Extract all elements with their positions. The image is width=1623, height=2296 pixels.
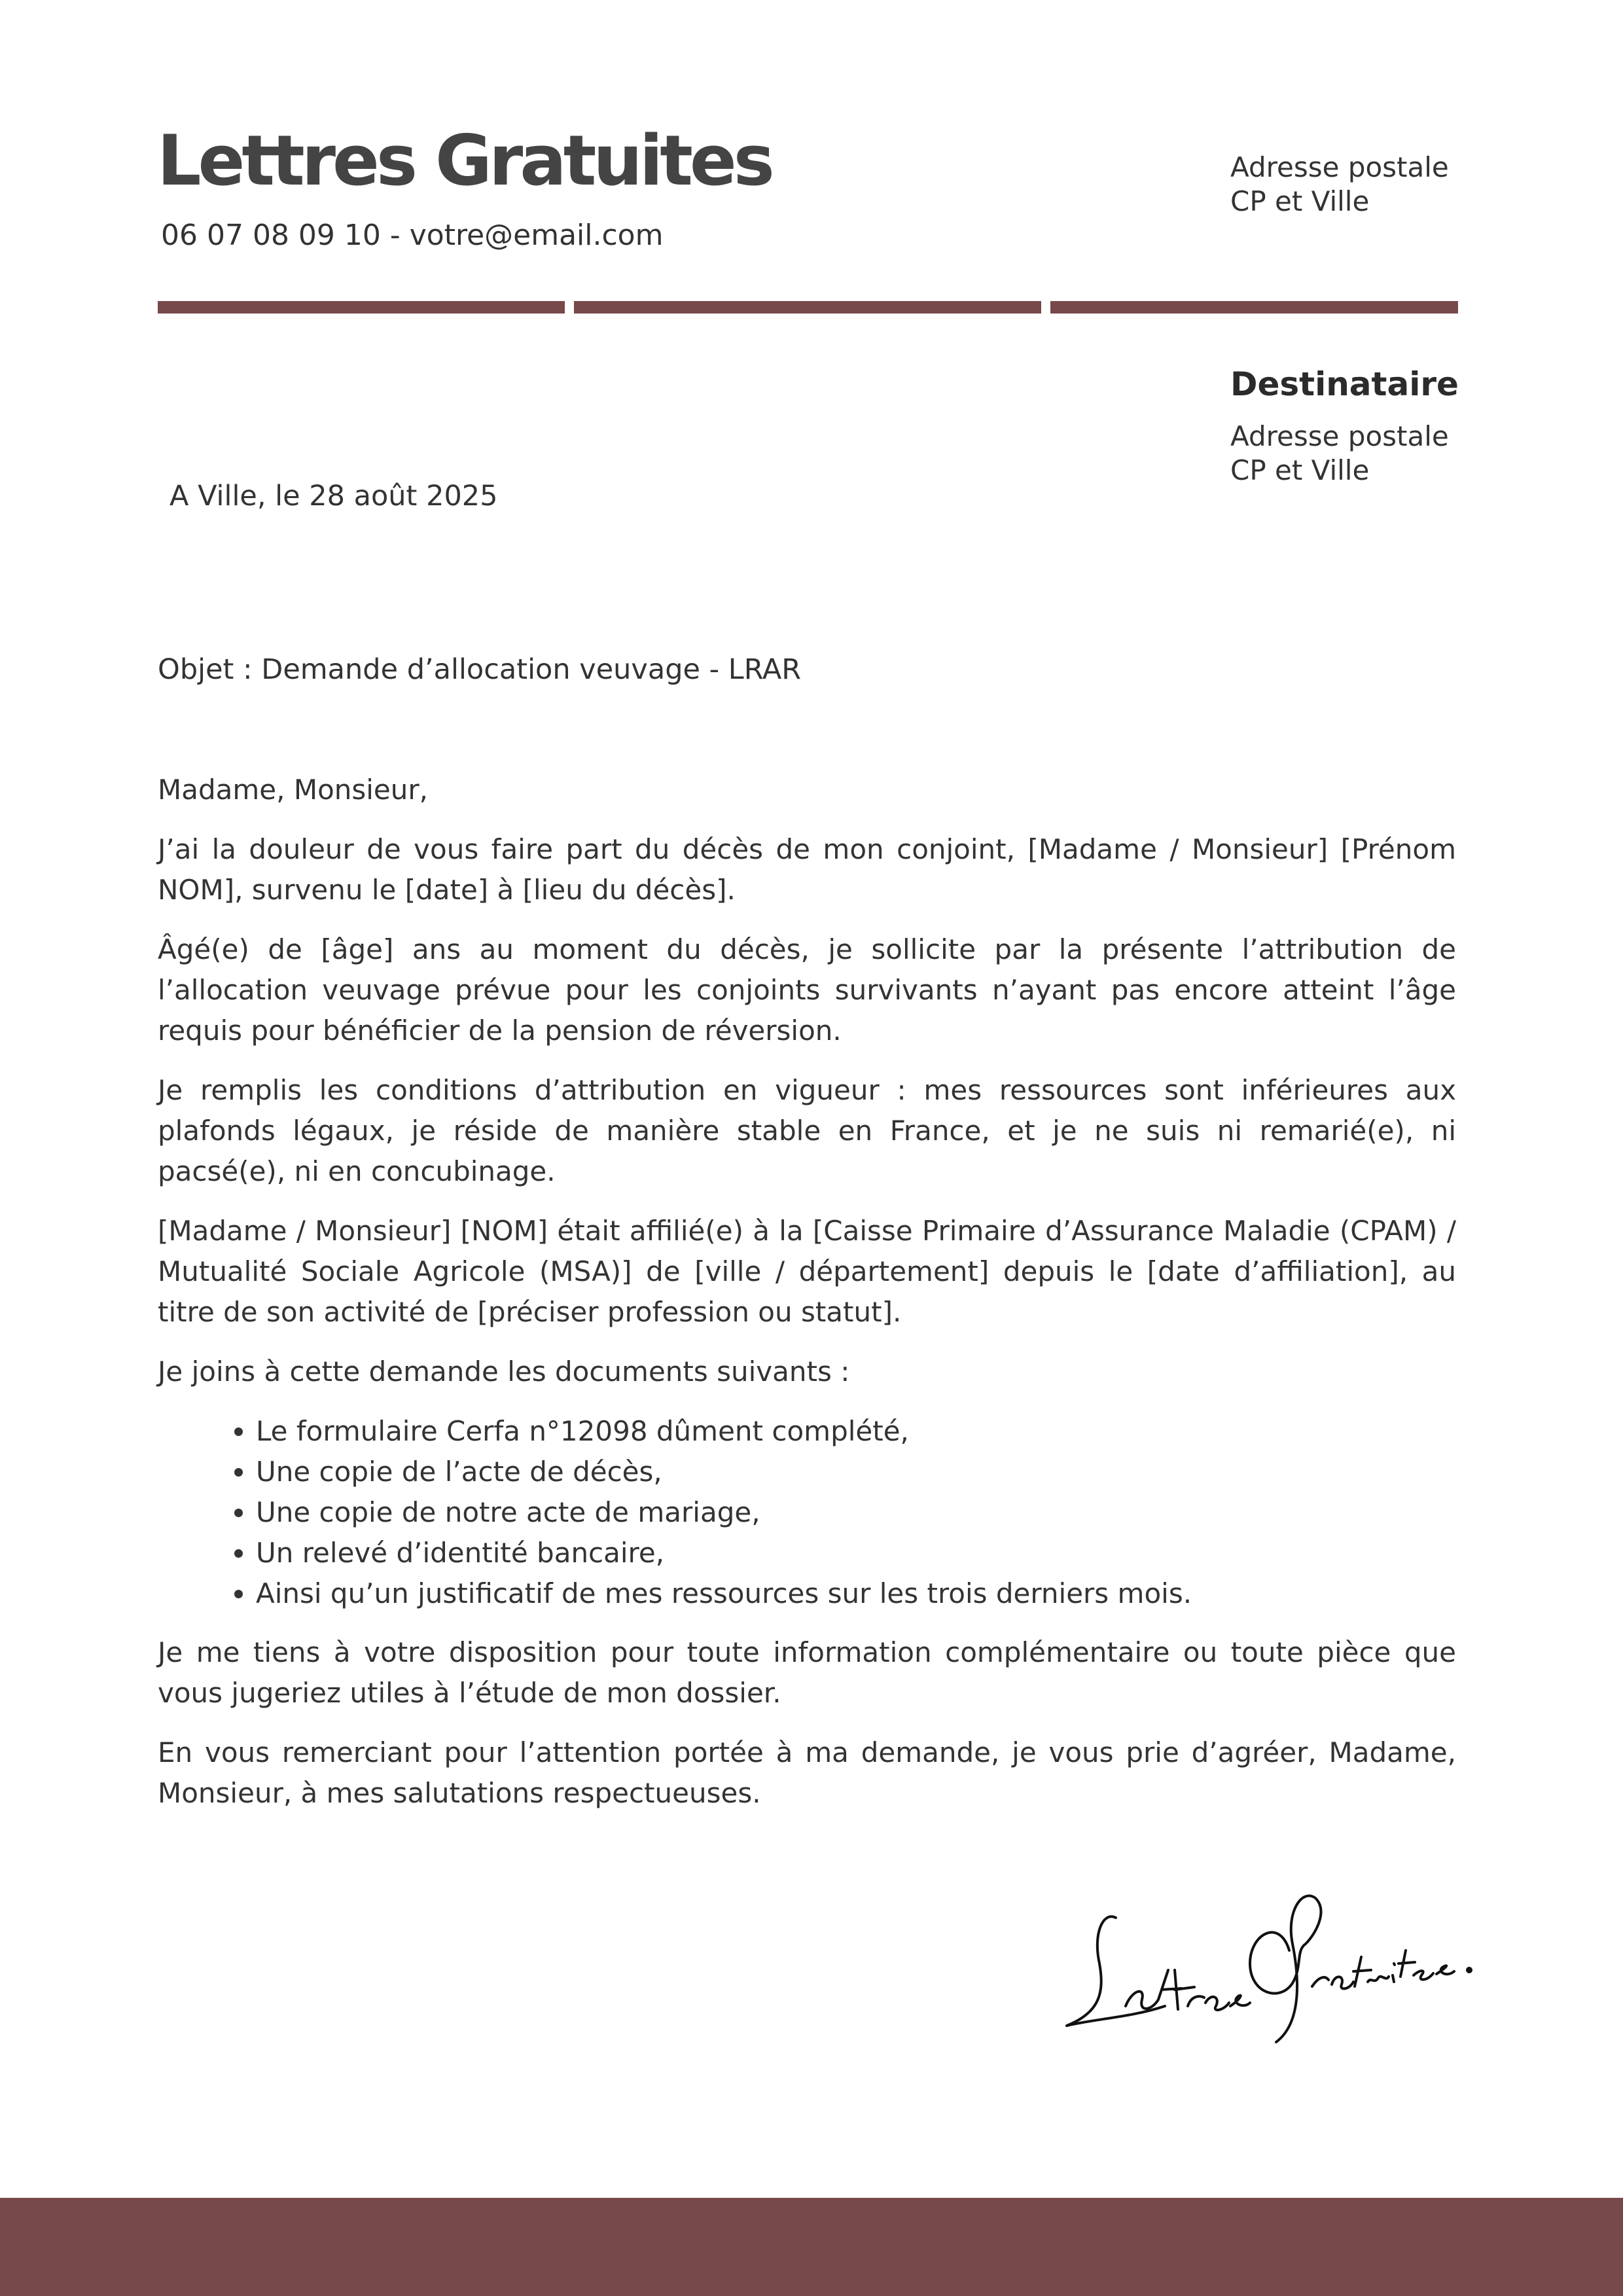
signature xyxy=(1054,1872,1479,2055)
paragraph-death-notice: J’ai la douleur de vous faire part du décès de mon conjoint, [Madame / Monsieur] [Prénom NOM], survenu le [date] à [lieu du décès]. xyxy=(158,833,1456,906)
letter-body xyxy=(158,770,1456,1833)
paragraph-request: Âgé(e) de [âge] ans au moment du décès, je sollicite par la présente l’attribution de l’allocation veuvage prévue pour les conjoints survivants n’ayant pas encore atteint l’âge requis pour bénéficier de la pension de réversion. xyxy=(158,933,1456,1047)
sender-address-line1: Adresse postale xyxy=(1230,151,1449,183)
date-line: A Ville, le 28 août 2025 xyxy=(169,480,498,512)
sender-address-line2: CP et Ville xyxy=(1230,185,1370,217)
paragraph-affiliation: [Madame / Monsieur] [NOM] était affilié(e) à la [Caisse Primaire d’Assurance Maladie (CPAM) / Mutualité Sociale Agricole (MSA)] de [ville / département] depuis le [date d’affiliation], au titre de son activité de [préciser profession ou statut]. xyxy=(158,1215,1456,1328)
list-item: • Le formulaire Cerfa n°12098 dûment complété, xyxy=(256,1411,1456,1452)
recipient-address-line1: Adresse postale xyxy=(1230,420,1449,452)
paragraph-documents-intro: Je joins à cette demande les documents suivants : xyxy=(158,1355,850,1388)
recipient-title: Destinataire xyxy=(1230,365,1459,403)
header-rule-middle xyxy=(574,301,1041,314)
list-item: • Un relevé d’identité bancaire, xyxy=(256,1533,1456,1573)
greeting: Madame, Monsieur, xyxy=(158,774,429,806)
footer-band xyxy=(0,2198,1623,2296)
list-item: • Une copie de notre acte de mariage, xyxy=(256,1492,1456,1533)
header-rule-right xyxy=(1050,301,1458,314)
subject-line: Objet : Demande d’allocation veuvage - LRAR xyxy=(158,653,802,686)
sender-name: Lettres Gratuites xyxy=(157,120,772,201)
header-rule-left xyxy=(158,301,565,314)
list-item: • Ainsi qu’un justificatif de mes ressources sur les trois derniers mois. xyxy=(256,1573,1456,1614)
paragraph-availability: Je me tiens à votre disposition pour toute information complémentaire ou toute pièce que vous jugeriez utiles à l’étude de mon dossier. xyxy=(158,1636,1456,1709)
paragraph-conditions: Je remplis les conditions d’attribution en vigueur : mes ressources sont inférieures aux plafonds légaux, je réside de manière stable en France, et je ne suis ni remarié(e), ni pacsé(e), ni en concubinage. xyxy=(158,1074,1456,1187)
paragraph-closing: En vous remerciant pour l’attention portée à ma demande, je vous prie d’agréer, Madame, Monsieur, à mes salutations respectueuses. xyxy=(158,1736,1456,1809)
recipient-address xyxy=(1230,420,1449,488)
sender-contact: 06 07 08 09 10 - votre@email.com xyxy=(161,219,664,252)
documents-list xyxy=(158,1411,1456,1614)
signature-drawing xyxy=(1054,1872,1479,2055)
sender-address xyxy=(1230,151,1449,219)
list-item: • Une copie de l’acte de décès, xyxy=(256,1452,1456,1492)
recipient-address-line2: CP et Ville xyxy=(1230,454,1370,486)
